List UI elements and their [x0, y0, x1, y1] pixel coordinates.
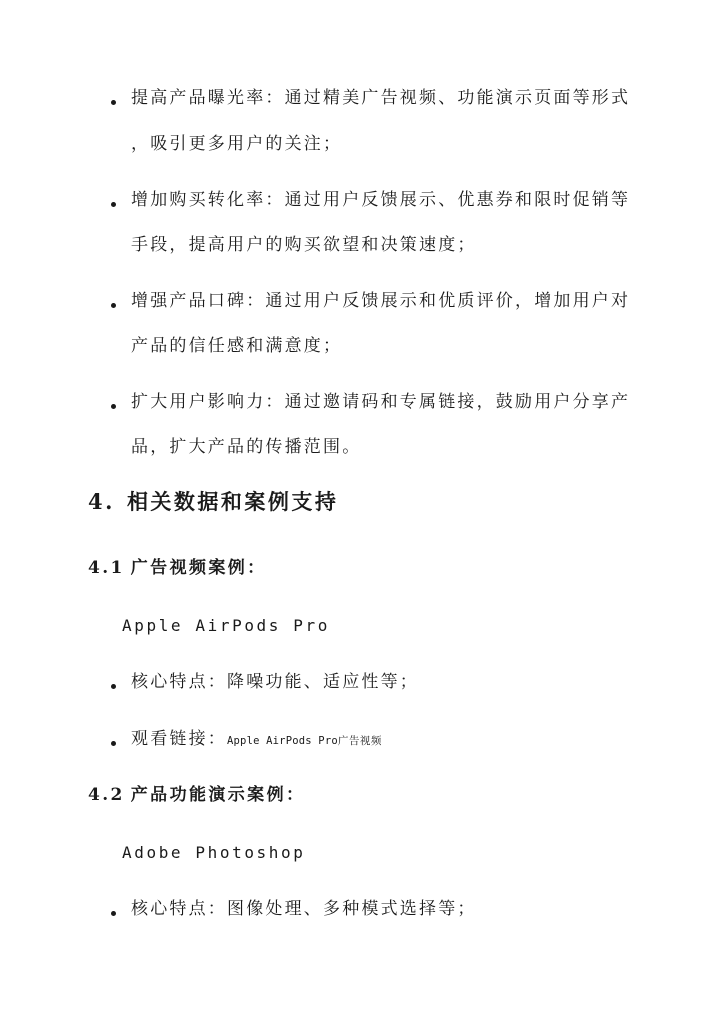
- list-item-text: 增强产品口碑：通过用户反馈展示和优质评价，增加用户对: [131, 291, 631, 311]
- bullet-dot: [111, 911, 116, 916]
- section-heading: [88, 488, 338, 516]
- list-item-text: 提高产品曝光率：通过精美广告视频、功能演示页面等形式: [131, 88, 631, 108]
- link-text-latin: Apple AirPods Pro: [227, 735, 338, 747]
- link-label: 观看链接：: [131, 729, 227, 749]
- list-item-text: 核心特点：图像处理、多种模式选择等；: [131, 899, 477, 919]
- list-item-text: 产品的信任感和满意度；: [131, 336, 343, 356]
- list-item-text: 核心特点：降噪功能、适应性等；: [131, 672, 419, 692]
- bullet-dot: [111, 202, 116, 207]
- list-item-text: 品，扩大产品的传播范围。: [131, 437, 362, 457]
- section-number: 4.: [88, 489, 115, 514]
- list-item-text: 增加购买转化率：通过用户反馈展示、优惠券和限时促销等: [131, 190, 631, 210]
- list-item-text: 手段，提高用户的购买欲望和决策速度；: [131, 235, 477, 255]
- bullet-dot: [111, 741, 116, 746]
- bullet-dot: [111, 303, 116, 308]
- subsection-title: 广告视频案例：: [130, 558, 267, 578]
- list-item-text: ，吸引更多用户的关注；: [131, 134, 343, 154]
- bullet-dot: [111, 100, 116, 105]
- link-text-cjk: 广告视频: [337, 735, 382, 747]
- list-item-text: 扩大用户影响力：通过邀请码和专属链接，鼓励用户分享产: [131, 392, 631, 412]
- subsection-heading: [88, 556, 267, 580]
- bullet-dot: [111, 404, 116, 409]
- video-link[interactable]: [227, 729, 382, 749]
- subsection-heading: [88, 783, 305, 807]
- case-product-name: Adobe Photoshop: [122, 843, 306, 862]
- subsection-number: 4.2: [88, 785, 125, 805]
- bullet-dot: [111, 684, 116, 689]
- subsection-title: 产品功能演示案例：: [130, 785, 306, 805]
- list-item-text: [131, 727, 631, 753]
- subsection-number: 4.1: [88, 558, 125, 578]
- case-product-name: Apple AirPods Pro: [122, 616, 330, 635]
- section-title: 相关数据和案例支持: [126, 489, 339, 514]
